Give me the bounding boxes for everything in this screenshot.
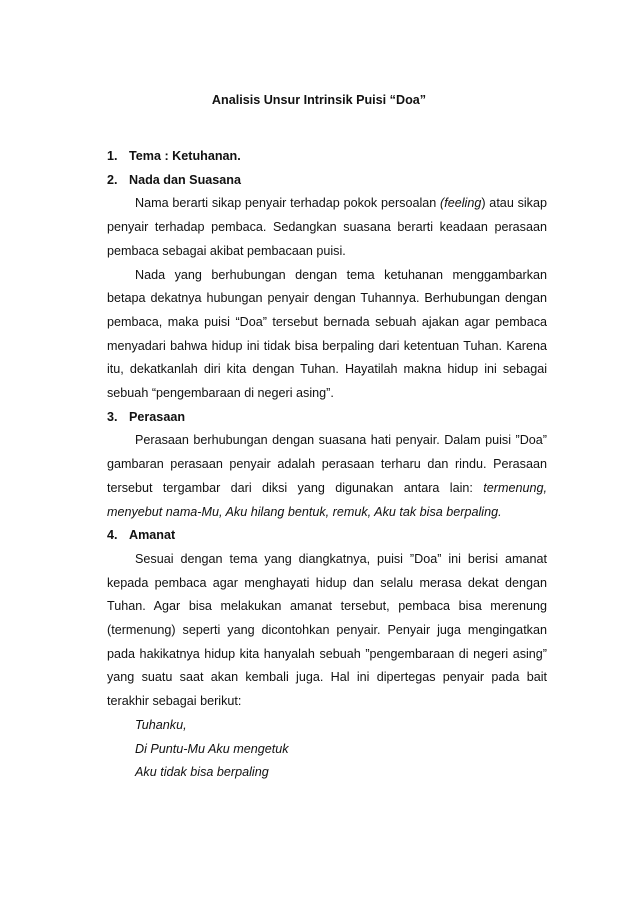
paragraph — [107, 192, 547, 263]
section-title: Tema : Ketuhanan. — [129, 149, 241, 163]
section-title: Nada dan Suasana — [129, 172, 241, 187]
italic-diction: termenung, menyebut nama-Mu, Aku hilang bentuk, remuk, Aku tak bisa berpaling. — [107, 480, 547, 519]
section-heading-nada-suasana — [107, 169, 547, 193]
section-title: Perasaan — [129, 409, 186, 424]
italic-term: (feeling — [440, 196, 482, 211]
section-heading-perasaan — [107, 406, 547, 430]
paragraph-text: Nada yang berhubungan dengan tema ketuhanan menggambarkan betapa dekatnya hubungan penyair dengan Tuhannya. Berhubungan dengan pembaca, maka puisi “Doa” tersebut bernada sebuah ajakan agar pembaca menyadari bahwa hidup ini tidak bisa berpaling dari ketentuan Tuhan. Karena itu, dekatkanlah diri kita dengan Tuhan. Hayatilah makna hidup ini sebagai sebuah “pengembaraan di negeri asing”. — [107, 267, 547, 401]
section-number: 3. — [107, 409, 118, 424]
paragraph-text: Nama berarti sikap penyair terhadap pokok persoalan — [135, 196, 441, 211]
verse-line: Tuhanku, — [135, 717, 187, 732]
document-body — [107, 145, 547, 785]
paragraph-text: Perasaan berhubungan dengan suasana hati penyair. Dalam puisi ”Doa” gambaran perasaan penyair adalah perasaan terharu dan rindu. Perasaan tersebut tergambar dari diksi yang digunakan antara lain: — [107, 433, 547, 495]
verse-line: Di Puntu-Mu Aku mengetuk — [135, 741, 289, 756]
section-heading-tema — [107, 145, 547, 169]
section-heading-amanat — [107, 524, 547, 548]
section-number: 1. — [107, 149, 118, 163]
page-title: Analisis Unsur Intrinsik Puisi “Doa” — [211, 93, 427, 107]
paragraph-text: ) atau sikap penyair terhadap pembaca. Sedangkan suasana berarti keadaan perasaan pembaca sebagai akibat pembacaan puisi. — [107, 196, 547, 258]
paragraph — [107, 548, 547, 714]
paragraph — [107, 429, 547, 524]
paragraph — [107, 264, 547, 406]
poem-verse — [107, 714, 547, 785]
paragraph-text: Sesuai dengan tema yang diangkatnya, puisi ”Doa” ini berisi amanat kepada pembaca agar menghayati hidup dan selalu merasa dekat dengan Tuhan. Agar bisa melakukan amanat tersebut, pembaca bisa merenung (termenung) seperti yang dicontohkan penyair. Penyair juga mengingatkan pada hakikatnya hidup kita hanyalah sebuah ”pengembaraan di negeri asing” yang suatu saat akan kembali juga. Hal ini dipertegas penyair pada bait terakhir sebagai berikut: — [107, 551, 547, 709]
section-number: 2. — [107, 172, 118, 187]
section-title: Amanat — [129, 528, 176, 543]
verse-line: Aku tidak bisa berpaling — [135, 765, 269, 780]
section-number: 4. — [107, 528, 118, 543]
